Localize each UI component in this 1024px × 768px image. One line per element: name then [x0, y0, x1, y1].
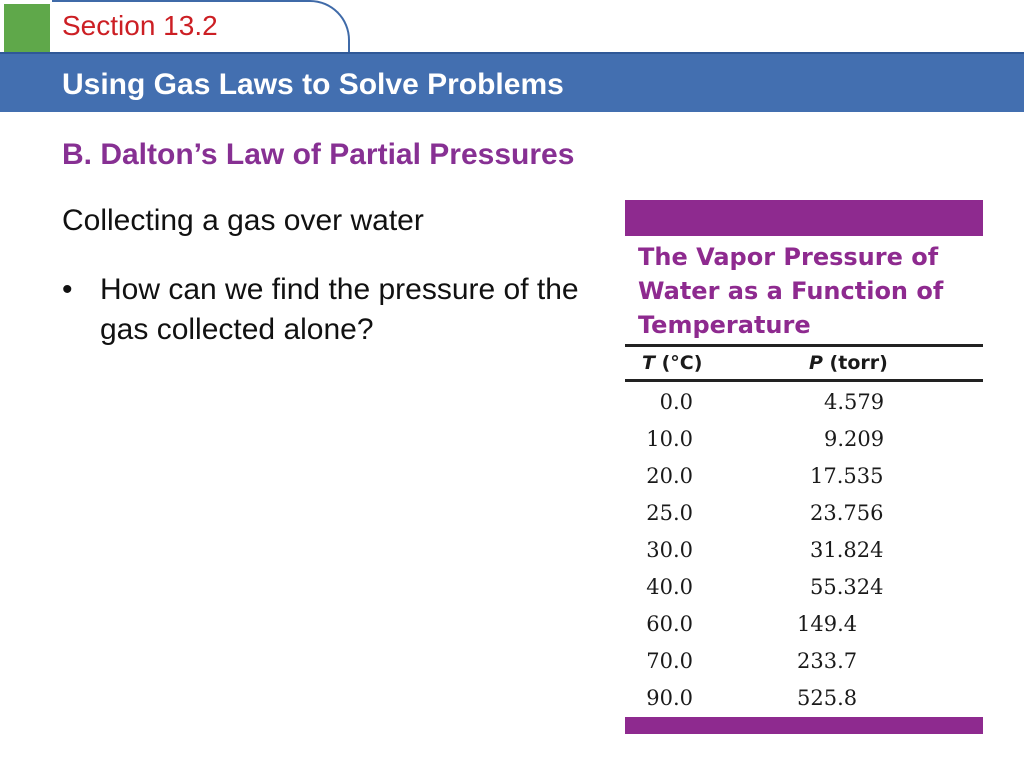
cell-pressure: 55.324	[810, 575, 884, 599]
cell-pressure: 4.579	[824, 390, 885, 414]
cell-pressure: 233.7	[797, 649, 858, 673]
temperature-symbol: T	[642, 352, 655, 374]
table-row	[625, 425, 983, 462]
temperature-unit: (°C)	[654, 352, 703, 374]
cell-temperature: 20.0	[646, 464, 693, 488]
bullet-dot: •	[62, 273, 73, 306]
column-header-pressure	[809, 352, 888, 374]
slide-title: Using Gas Laws to Solve Problems	[62, 68, 564, 101]
cell-temperature: 70.0	[646, 649, 693, 673]
table-row	[625, 536, 983, 573]
table-row	[625, 499, 983, 536]
section-label: Section 13.2	[62, 10, 218, 41]
cell-temperature: 0.0	[659, 390, 693, 414]
table-row	[625, 684, 983, 721]
table-row	[625, 388, 983, 425]
table-rule-top	[625, 344, 983, 347]
table-row	[625, 462, 983, 499]
table-row	[625, 610, 983, 647]
cell-temperature: 10.0	[646, 427, 693, 451]
accent-square	[4, 4, 50, 52]
vapor-pressure-table	[625, 200, 983, 734]
cell-temperature: 90.0	[646, 686, 693, 710]
cell-pressure: 23.756	[810, 501, 884, 525]
pressure-symbol: P	[809, 352, 823, 374]
cell-pressure: 149.4	[797, 612, 858, 636]
bullet-text: How can we find the pressure of the gas collected alone?	[100, 273, 579, 346]
cell-pressure: 31.824	[810, 538, 884, 562]
table-row	[625, 647, 983, 684]
cell-temperature: 30.0	[646, 538, 693, 562]
cell-temperature: 25.0	[646, 501, 693, 525]
table-top-bar	[625, 200, 983, 236]
pressure-unit: (torr)	[822, 352, 888, 374]
table-body	[625, 388, 983, 721]
column-header-temperature	[642, 352, 702, 374]
table-title: The Vapor Pressure of Water as a Function of Temperature	[638, 243, 944, 339]
cell-temperature: 60.0	[646, 612, 693, 636]
collecting-text: Collecting a gas over water	[62, 204, 424, 237]
table-row	[625, 573, 983, 610]
cell-temperature: 40.0	[646, 575, 693, 599]
cell-pressure: 525.8	[797, 686, 858, 710]
cell-pressure: 17.535	[810, 464, 884, 488]
table-bottom-bar	[625, 717, 983, 734]
subheading: B. Dalton’s Law of Partial Pressures	[62, 138, 575, 171]
cell-pressure: 9.209	[824, 427, 885, 451]
table-rule-mid	[625, 379, 983, 382]
